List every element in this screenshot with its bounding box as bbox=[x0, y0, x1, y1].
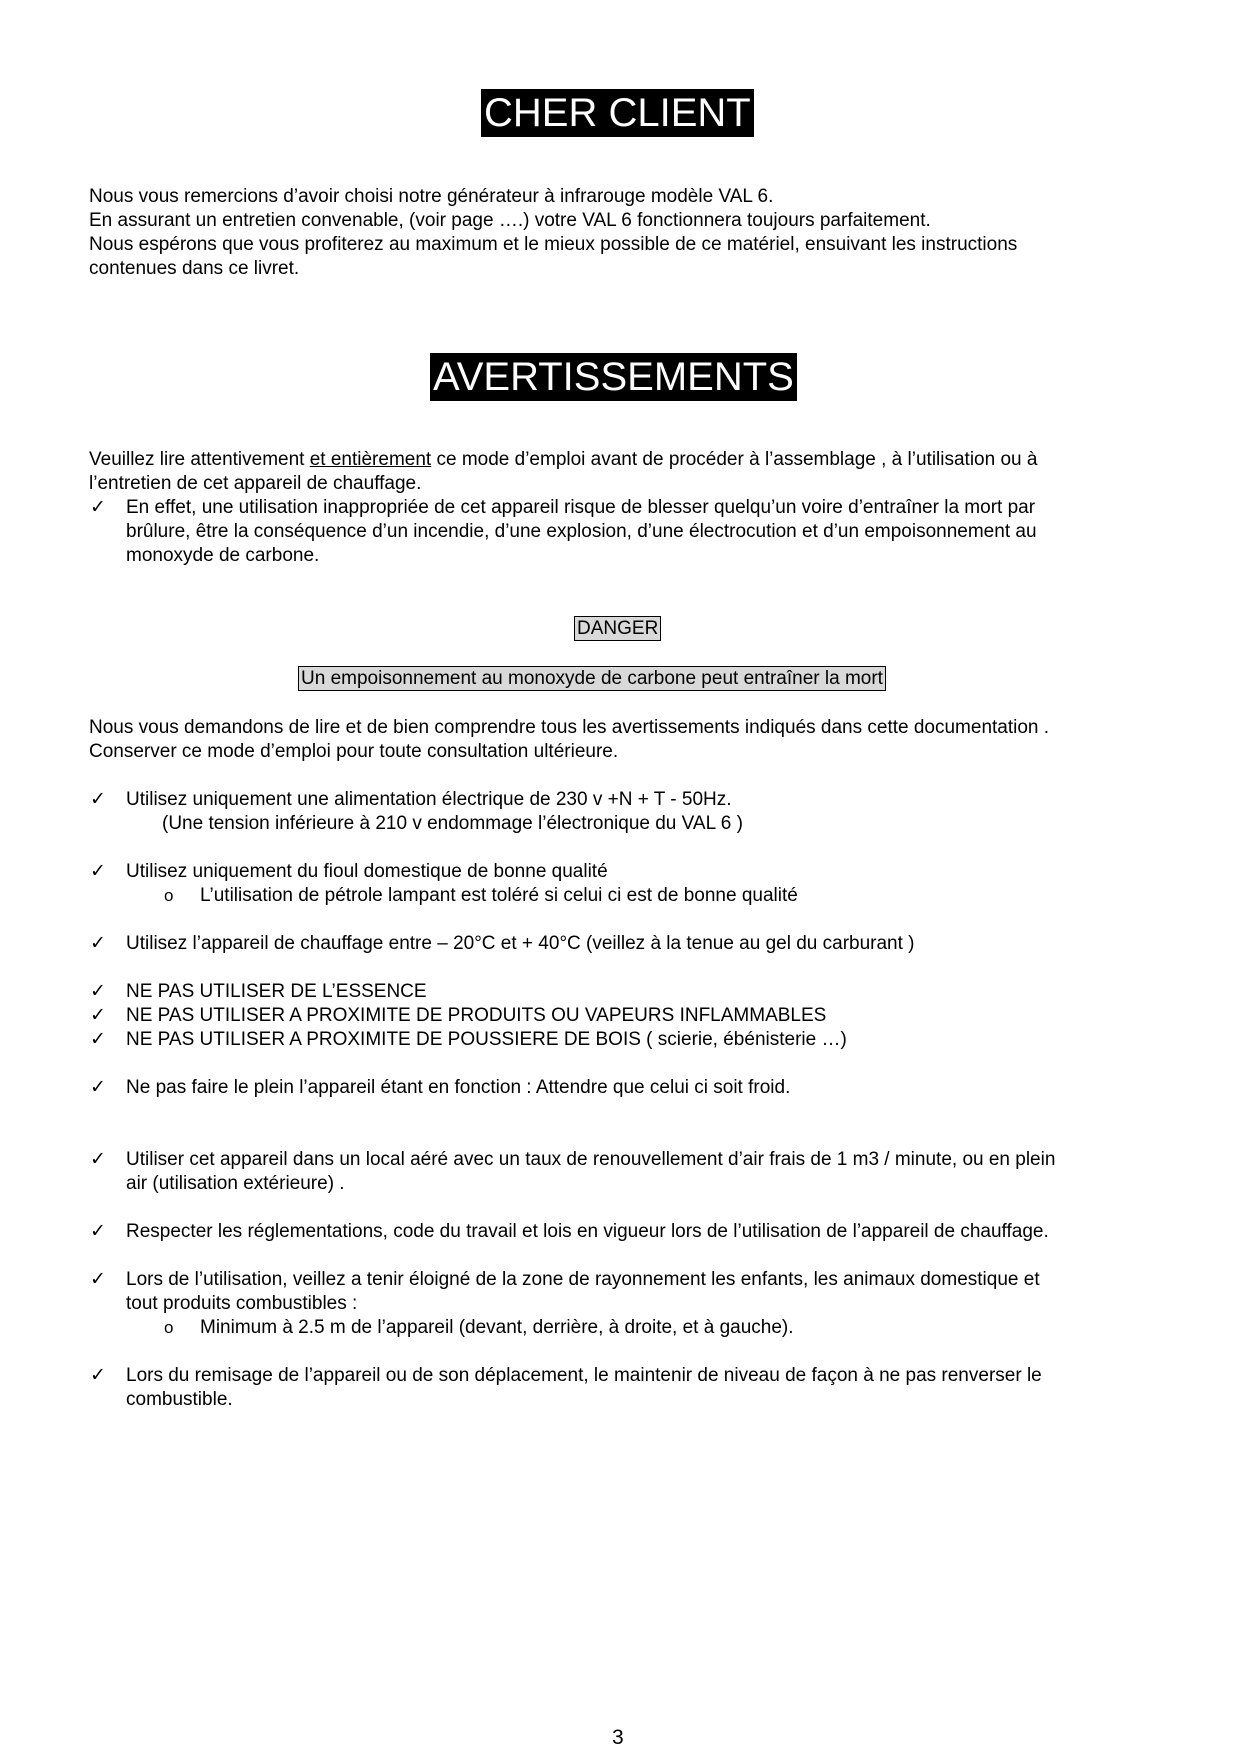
check-item: Respecter les réglementations, code du travail et lois en vigueur lors de l’utilisation de l’appareil de chauffage. bbox=[126, 1221, 1049, 1242]
danger-message: Un empoisonnement au monoxyde de carbone peut entraîner la mort bbox=[298, 666, 886, 691]
sub-bullet-icon: o bbox=[164, 1318, 174, 1337]
checkmark-icon: ✓ bbox=[90, 861, 106, 882]
check-item: Utilisez uniquement du fioul domestique de bonne qualité bbox=[126, 861, 608, 882]
check-item-line: monoxyde de carbone. bbox=[126, 545, 320, 566]
checkmark-icon: ✓ bbox=[90, 1149, 106, 1170]
check-item: NE PAS UTILISER A PROXIMITE DE POUSSIERE DE BOIS ( scierie, ébénisterie …) bbox=[126, 1029, 847, 1050]
check-item: En effet, une utilisation inappropriée de cet appareil risque de blesser quelqu’un voire d’entraîner la mort par bbox=[126, 497, 1036, 518]
page-title: CHER CLIENT bbox=[481, 89, 754, 137]
section-title: AVERTISSEMENTS bbox=[430, 353, 797, 401]
check-item-line: air (utilisation extérieure) . bbox=[126, 1173, 345, 1194]
checkmark-icon: ✓ bbox=[90, 1269, 106, 1290]
checkmark-icon: ✓ bbox=[90, 1077, 106, 1098]
intro-line: contenues dans ce livret. bbox=[89, 258, 300, 279]
checkmark-icon: ✓ bbox=[90, 789, 106, 810]
check-item-line: tout produits combustibles : bbox=[126, 1293, 358, 1314]
page-number: 3 bbox=[612, 1726, 624, 1749]
danger-label: DANGER bbox=[574, 616, 661, 641]
sub-item: L’utilisation de pétrole lampant est toléré si celui ci est de bonne qualité bbox=[200, 885, 798, 906]
sub-bullet-icon: o bbox=[164, 886, 174, 905]
check-item: NE PAS UTILISER A PROXIMITE DE PRODUITS OU VAPEURS INFLAMMABLES bbox=[126, 1005, 827, 1026]
checkmark-icon: ✓ bbox=[90, 981, 106, 1002]
check-item: Utilisez uniquement une alimentation électrique de 230 v +N + T - 50Hz. bbox=[126, 789, 732, 810]
check-item: NE PAS UTILISER DE L’ESSENCE bbox=[126, 981, 427, 1002]
read-notice-line: Conserver ce mode d’emploi pour toute consultation ultérieure. bbox=[89, 741, 619, 762]
checkmark-icon: ✓ bbox=[90, 1221, 106, 1242]
warning-paragraph: Veuillez lire attentivement et entièrement ce mode d’emploi avant de procéder à l’assemblage , à l’utilisation ou à bbox=[89, 449, 1038, 470]
warning-paragraph-line: l’entretien de cet appareil de chauffage. bbox=[89, 473, 422, 494]
intro-line: Nous vous remercions d’avoir choisi notre générateur à infrarouge modèle VAL 6. bbox=[89, 186, 774, 207]
sub-item: Minimum à 2.5 m de l’appareil (devant, derrière, à droite, et à gauche). bbox=[200, 1317, 794, 1338]
check-item: Utilisez l’appareil de chauffage entre – 20°C et + 40°C (veillez à la tenue au gel du carburant ) bbox=[126, 933, 915, 954]
intro-line: En assurant un entretien convenable, (voir page ….) votre VAL 6 fonctionnera toujours parfaitement. bbox=[89, 210, 931, 231]
check-item: Lors de l’utilisation, veillez a tenir éloigné de la zone de rayonnement les enfants, les animaux domestique et bbox=[126, 1269, 1040, 1290]
emphasis-underline: et entièrement bbox=[309, 449, 432, 470]
checkmark-icon: ✓ bbox=[90, 1365, 106, 1386]
read-notice-line: Nous vous demandons de lire et de bien comprendre tous les avertissements indiqués dans cette documentation . bbox=[89, 717, 1050, 738]
check-item: Ne pas faire le plein l’appareil étant en fonction : Attendre que celui ci soit froid. bbox=[126, 1077, 791, 1098]
check-item-line: combustible. bbox=[126, 1389, 233, 1410]
checkmark-icon: ✓ bbox=[90, 933, 106, 954]
check-item: Lors du remisage de l’appareil ou de son déplacement, le maintenir de niveau de façon à ne pas renverser le bbox=[126, 1365, 1042, 1386]
check-item-line: brûlure, être la conséquence d’un incendie, d’une explosion, d’une électrocution et d’un empoisonnement au bbox=[126, 521, 1037, 542]
check-item: Utiliser cet appareil dans un local aéré avec un taux de renouvellement d’air frais de 1 m3 / minute, ou en plein bbox=[126, 1149, 1056, 1170]
checkmark-icon: ✓ bbox=[90, 1029, 106, 1050]
check-item-note: (Une tension inférieure à 210 v endommage l’électronique du VAL 6 ) bbox=[162, 813, 743, 834]
checkmark-icon: ✓ bbox=[90, 497, 106, 518]
intro-line: Nous espérons que vous profiterez au maximum et le mieux possible de ce matériel, ensuivant les instructions bbox=[89, 234, 1018, 255]
checkmark-icon: ✓ bbox=[90, 1005, 106, 1026]
